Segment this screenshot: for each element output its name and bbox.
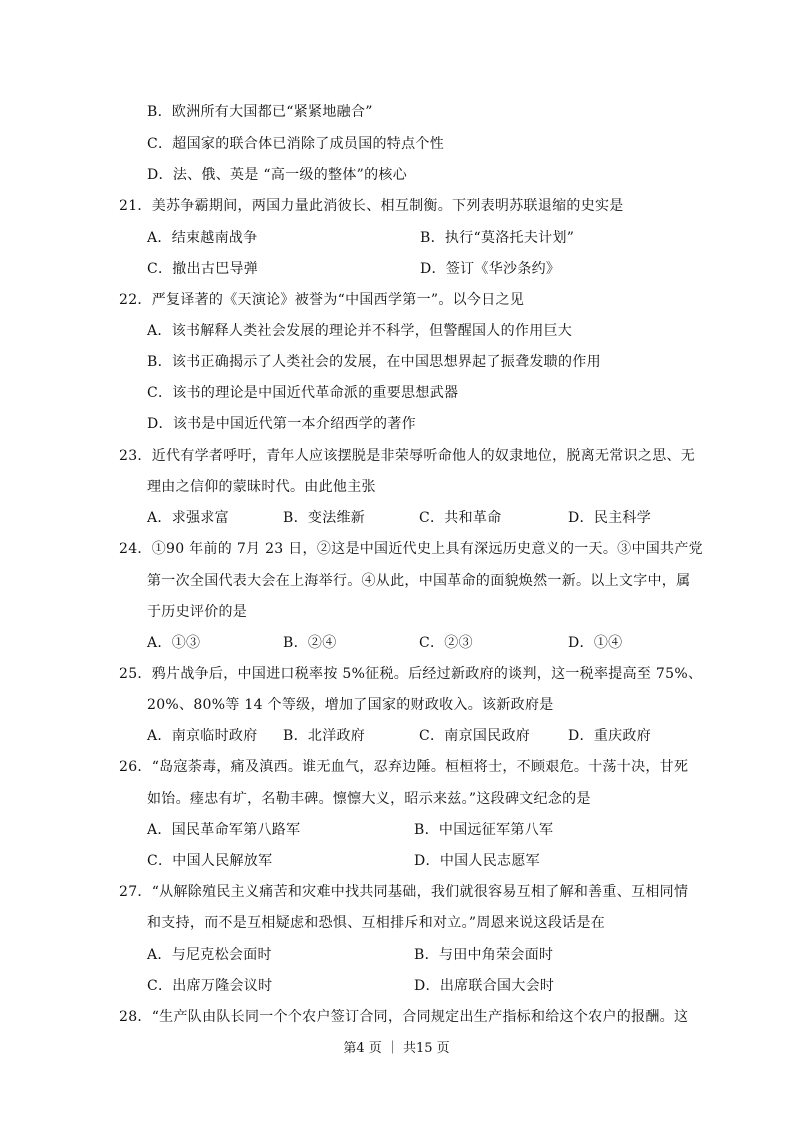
q25-stem-line-2: 20%、80%等 14 个等级，增加了国家的财政收入。该新政府是 — [147, 697, 554, 713]
q25-options-row — [147, 726, 687, 746]
q20-option-d: D．法、俄、英是 “高一级的整体”的核心 — [147, 167, 407, 183]
q25-option-d: D．重庆政府 — [568, 728, 652, 744]
q20-option-c: C．超国家的联合体已消除了成员国的特点个性 — [147, 136, 445, 152]
q26-options-row-1 — [147, 820, 687, 840]
q22-option-d: D．该书是中国近代第一本介绍西学的著作 — [147, 416, 416, 432]
q23-option-b: B．变法维新 — [283, 510, 366, 526]
q26-stem-line-1: 26．“岛寇荼毒，痛及滇西。谁无血气，忍弃边陲。桓桓将士，不顾艰危。十荡十决，甘死 — [119, 759, 689, 775]
page-footer: 第4 页 ｜ 共15 页 — [343, 1041, 450, 1056]
q24-stem-line-1: 24．①90 年前的 7月 23 日，②这是中国近代史上具有深远历史意义的一天。③中国共产党 — [119, 541, 703, 557]
q26-option-d: D．中国人民志愿军 — [414, 853, 540, 869]
q21-stem: 21．美苏争霸期间，两国力量此消彼长、相互制衡。下列表明苏联退缩的史实是 — [119, 198, 624, 214]
q20-option-b: B．欧洲所有大国都已“紧紧地融合” — [147, 104, 373, 120]
q27-option-b: B．与田中角荣会面时 — [414, 947, 554, 963]
q24-option-d: D．①④ — [568, 635, 623, 651]
q27-stem-line-2: 和支持，而不是互相疑虑和恐惧、互相排斥和对立。”周恩来说这段话是在 — [147, 915, 606, 931]
q23-option-d: D．民主科学 — [568, 510, 652, 526]
q27-options-row-2 — [147, 976, 687, 996]
q23-option-a: A．求强求富 — [147, 510, 229, 526]
q24-stem-line-3: 于历史评价的是 — [147, 604, 248, 620]
q21-option-a: A．结束越南战争 — [147, 230, 258, 246]
q26-option-a: A．国民革命军第八路军 — [147, 822, 301, 838]
q22-option-b: B．该书正确揭示了人类社会的发展，在中国思想界起了振聋发聩的作用 — [147, 354, 601, 370]
q21-option-c: C．撤出古巴导弹 — [147, 261, 259, 277]
q25-option-c: C．南京国民政府 — [419, 728, 531, 744]
q21-option-b: B．执行“莫洛托夫计划” — [420, 230, 575, 246]
q24-option-b: B．②④ — [283, 635, 337, 651]
q21-option-d: D．签订《华沙条约》 — [420, 261, 561, 277]
q23-option-c: C．共和革命 — [419, 510, 502, 526]
q27-stem-line-1: 27．“从解除殖民主义痛苦和灾难中找共同基础，我们就很容易互相了解和善重、互相同情 — [119, 884, 689, 900]
q28-stem-line-1: 28．“生产队由队长同一个个农户签订合同，合同规定出生产指标和给这个农户的报酬。这 — [119, 1009, 689, 1025]
q24-option-c: C．②③ — [419, 635, 473, 651]
q21-options-row-1 — [147, 228, 687, 248]
q25-option-b: B．北洋政府 — [283, 728, 366, 744]
q26-options-row-2 — [147, 851, 687, 871]
q24-option-a: A．①③ — [147, 635, 201, 651]
q24-stem-line-2: 第一次全国代表大会在上海举行。④从此，中国革命的面貌焕然一新。以上文字中，属 — [147, 573, 691, 589]
q26-option-c: C．中国人民解放军 — [147, 853, 273, 869]
q24-options-row — [147, 633, 687, 653]
q25-option-a: A．南京临时政府 — [147, 728, 258, 744]
q22-stem: 22．严复译著的《天演论》被誉为“中国西学第一”。以今日之见 — [119, 292, 525, 308]
q21-options-row-2 — [147, 259, 687, 279]
q27-option-c: C．出席万隆会议时 — [147, 978, 273, 994]
q23-stem-line-1: 23．近代有学者呼吁，青年人应该摆脱是非荣辱听命他人的奴隶地位，脱离无常识之思、无 — [119, 448, 696, 464]
q25-stem-line-1: 25．鸦片战争后，中国进口税率按 5%征税。后经过新政府的谈判，这一税率提高至 75%、 — [119, 666, 703, 682]
q22-option-c: C．该书的理论是中国近代革命派的重要思想武器 — [147, 385, 459, 401]
q23-stem-line-2: 理由之信仰的蒙昧时代。由此他主张 — [147, 479, 376, 495]
q27-option-d: D．出席联合国大会时 — [414, 978, 555, 994]
q27-options-row-1 — [147, 945, 687, 965]
q26-option-b: B．中国远征军第八军 — [414, 822, 554, 838]
q23-options-row — [147, 508, 687, 528]
q22-option-a: A．该书解释人类社会发展的理论并不科学，但警醒国人的作用巨大 — [147, 323, 573, 339]
q26-stem-line-2: 如饴。瘗忠有圹，名勒丰碑。懔懔大义，昭示来兹。”这段碑文纪念的是 — [147, 791, 591, 807]
q27-option-a: A．与尼克松会面时 — [147, 947, 272, 963]
